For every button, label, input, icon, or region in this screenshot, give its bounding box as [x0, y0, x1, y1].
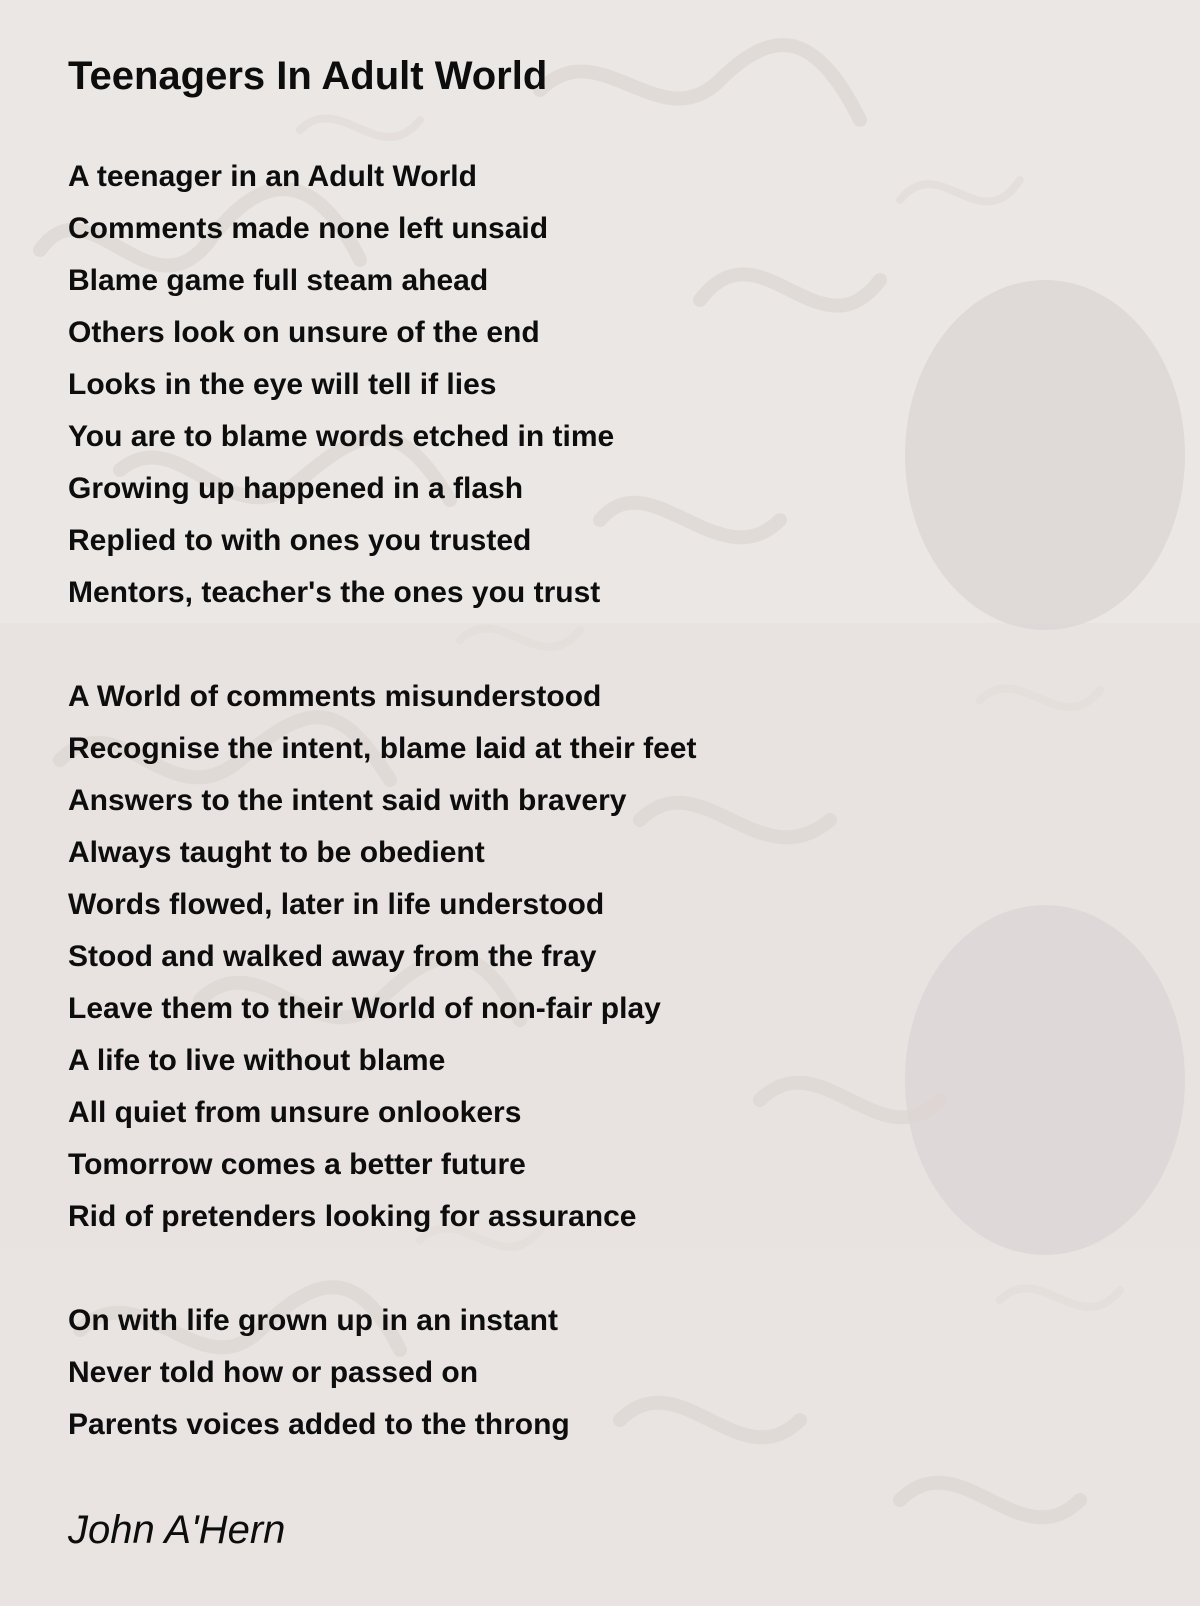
poem-line: On with life grown up in an instant [68, 1304, 558, 1337]
poem-line: Rid of pretenders looking for assurance [68, 1200, 637, 1233]
poem-line: Mentors, teacher's the ones you trust [68, 576, 601, 609]
poem-line: Recognise the intent, blame laid at their feet [68, 732, 697, 765]
stanza-3 [68, 1295, 570, 1451]
poem-line: All quiet from unsure onlookers [68, 1096, 522, 1129]
poem-line: Comments made none left unsaid [68, 212, 549, 245]
poem-line: A teenager in an Adult World [68, 160, 477, 193]
poem-line: You are to blame words etched in time [68, 420, 615, 453]
poem-line: Replied to with ones you trusted [68, 524, 532, 557]
stanza-2 [68, 671, 696, 1243]
stanza-1 [68, 151, 614, 619]
poem-line: A life to live without blame [68, 1044, 446, 1077]
poem-line: Looks in the eye will tell if lies [68, 368, 497, 401]
poem-author: John A'Hern [68, 1508, 286, 1552]
poem-line: Others look on unsure of the end [68, 316, 540, 349]
poem-line: Words flowed, later in life understood [68, 888, 605, 921]
poem-line: A World of comments misunderstood [68, 680, 602, 713]
poem-title: Teenagers In Adult World [68, 54, 548, 98]
poem-line: Parents voices added to the throng [68, 1408, 570, 1441]
poem-line: Leave them to their World of non-fair play [68, 992, 661, 1025]
poem-line: Blame game full steam ahead [68, 264, 489, 297]
poem-line: Always taught to be obedient [68, 836, 485, 869]
poem-line: Tomorrow comes a better future [68, 1148, 526, 1181]
poem-line: Never told how or passed on [68, 1356, 479, 1389]
poem-line: Stood and walked away from the fray [68, 940, 597, 973]
poem-line: Answers to the intent said with bravery [68, 784, 627, 817]
poem-line: Growing up happened in a flash [68, 472, 524, 505]
